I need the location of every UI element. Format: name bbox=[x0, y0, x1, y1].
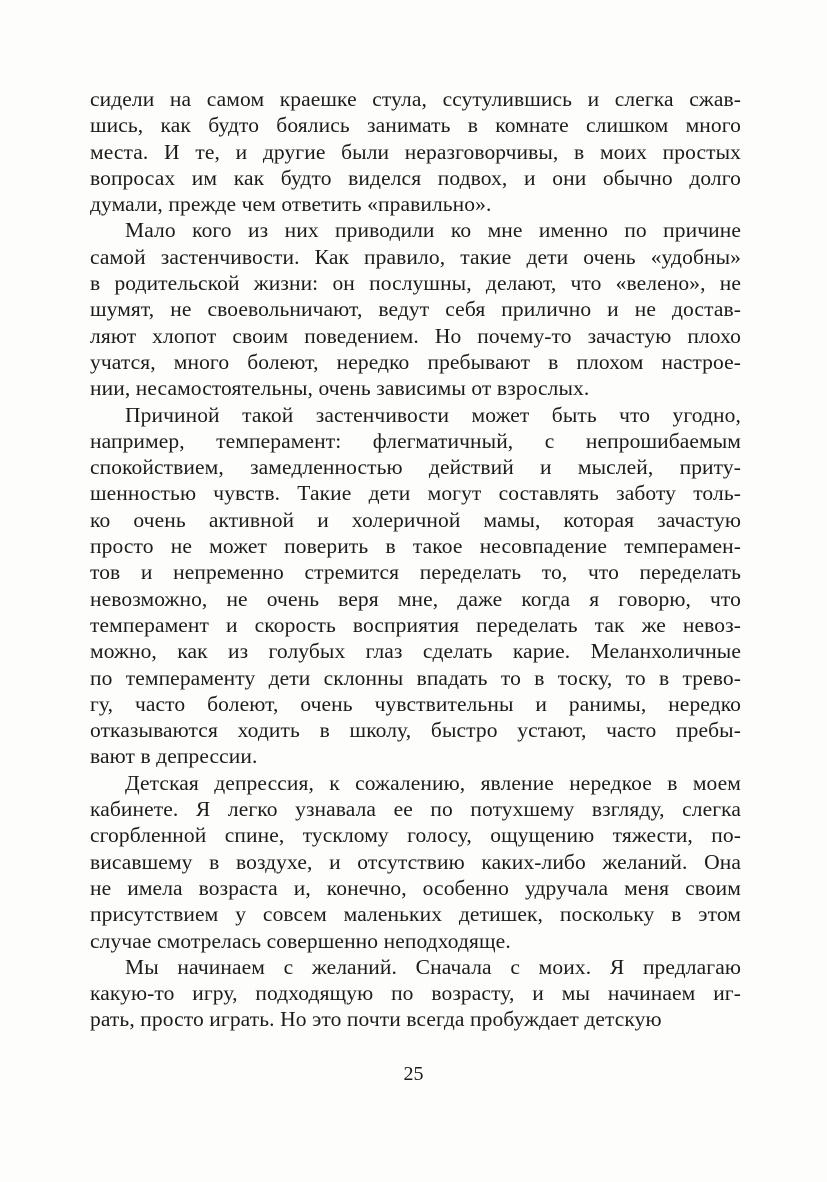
text-line: думали, прежде чем ответить «правильно». bbox=[90, 192, 492, 217]
text-line: нии, несамостоятельны, очень зависимы от взрослых. bbox=[90, 376, 590, 401]
text-line: рать, просто играть. Но это почти всегда пробуждает детскую bbox=[90, 1007, 662, 1032]
text-line: гу, часто болеют, очень чувствительны и ранимы, нередко bbox=[90, 691, 741, 716]
text-line: вают в депрессии. bbox=[90, 744, 258, 769]
text-line: можно, как из голубых глаз сделать карие. Меланхоличные bbox=[90, 639, 741, 664]
text-line: Детская депрессия, к сожалению, явление нередкое в моем bbox=[125, 770, 741, 795]
text-line: вопросах им как будто виделся подвох, и они обычно долго bbox=[90, 165, 741, 190]
text-line: тов и непременно стремится переделать то, что переделать bbox=[90, 560, 741, 585]
text-line: просто не может поверить в такое несовпадение темперамен- bbox=[90, 534, 741, 559]
text-line: ляют хлопот своим поведением. Но почему-то зачастую плохо bbox=[90, 323, 741, 348]
text-line: шись, как будто боялись занимать в комнате слишком много bbox=[90, 113, 741, 138]
text-line: кабинете. Я легко узнавала ее по потухшему взгляду, слегка bbox=[90, 797, 741, 822]
text-line: например, темперамент: флегматичный, с непрошибаемым bbox=[90, 428, 741, 453]
text-line: Мы начинаем с желаний. Сначала с моих. Я предлагаю bbox=[125, 954, 741, 979]
text-line: спокойствием, замедленностью действий и мыслей, приту- bbox=[90, 455, 741, 480]
paragraph bbox=[90, 86, 741, 217]
paragraph bbox=[90, 217, 741, 401]
text-line: темперамент и скорость восприятия переделать так же невоз- bbox=[90, 612, 741, 637]
text-line: в родительской жизни: он послушны, делают, что «велено», не bbox=[90, 271, 741, 296]
paragraph bbox=[90, 770, 741, 954]
text-line: сгорбленной спине, тусклому голосу, ощущению тяжести, по- bbox=[90, 823, 741, 848]
text-line: сидели на самом краешке стула, ссутулившись и слегка сжав- bbox=[90, 87, 741, 111]
text-line: отказываются ходить в школу, быстро устают, часто пребы- bbox=[90, 718, 741, 743]
text-line: случае смотрелась совершенно неподходяще. bbox=[90, 928, 511, 953]
text-line: не имела возраста и, конечно, особенно удручала меня своим bbox=[90, 875, 741, 900]
text-line: висавшему в воздухе, и отсутствию каких-либо желаний. Она bbox=[90, 849, 741, 874]
page-number: 25 bbox=[403, 1063, 424, 1085]
text-line: какую-то игру, подходящую по возрасту, и мы начинаем иг- bbox=[90, 981, 741, 1006]
text-line: Причиной такой застенчивости может быть что угодно, bbox=[125, 402, 741, 427]
text-body bbox=[90, 86, 741, 1033]
text-line: присутствием у совсем маленьких детишек, поскольку в этом bbox=[90, 902, 741, 927]
text-line: шенностью чувств. Такие дети могут составлять заботу толь- bbox=[90, 481, 741, 506]
text-line: места. И те, и другие были неразговорчивы, в моих простых bbox=[90, 139, 741, 164]
text-line: шумят, не своевольничают, ведут себя прилично и не достав- bbox=[90, 297, 741, 322]
text-line: ко очень активной и холеричной мамы, которая зачастую bbox=[90, 507, 741, 532]
paragraph bbox=[90, 954, 741, 1033]
text-line: по темпераменту дети склонны впадать то в тоску, то в трево- bbox=[90, 665, 741, 690]
text-line: Мало кого из них приводили ко мне именно по причине bbox=[125, 218, 741, 243]
text-line: учатся, много болеют, нередко пребывают в плохом настрое- bbox=[90, 349, 741, 374]
text-line: самой застенчивости. Как правило, такие дети очень «удобны» bbox=[90, 244, 741, 269]
text-line: невозможно, не очень веря мне, даже когда я говорю, что bbox=[90, 586, 741, 611]
paragraph bbox=[90, 402, 741, 770]
